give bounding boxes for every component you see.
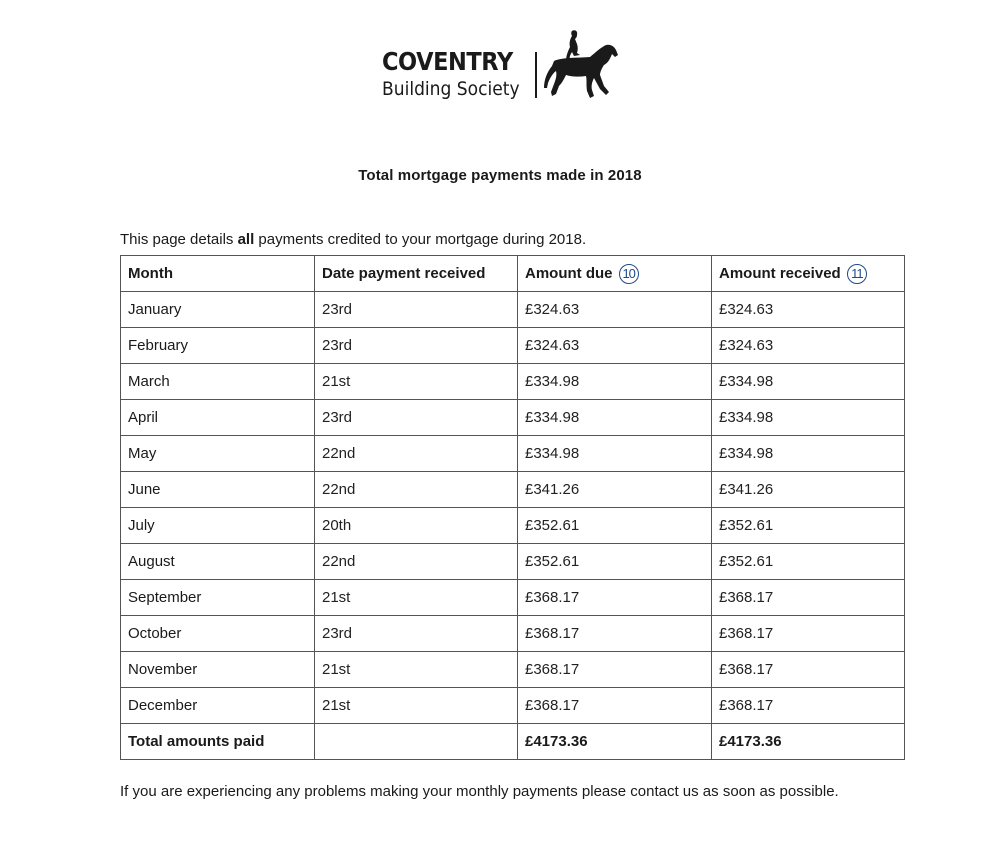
horse-rider-icon (542, 28, 620, 100)
cell-amount-due: £334.98 (518, 436, 712, 472)
cell-month: July (121, 508, 315, 544)
cell-amount-received: £334.98 (712, 364, 905, 400)
cell-amount-received: £368.17 (712, 616, 905, 652)
cell-month: October (121, 616, 315, 652)
cell-amount-due: £334.98 (518, 400, 712, 436)
cell-amount-due: £341.26 (518, 472, 712, 508)
logo-divider (535, 52, 537, 98)
note-11-badge: 11 (847, 264, 867, 284)
cell-amount-due: £352.61 (518, 508, 712, 544)
table-row (121, 436, 905, 472)
cell-amount-received: £368.17 (712, 580, 905, 616)
total-row (121, 724, 905, 760)
header-amount-received (712, 256, 905, 292)
table-row (121, 580, 905, 616)
header-month: Month (121, 256, 315, 292)
cell-month: September (121, 580, 315, 616)
cell-date: 21st (315, 364, 518, 400)
cell-month: April (121, 400, 315, 436)
cell-amount-due: £334.98 (518, 364, 712, 400)
cell-month: January (121, 292, 315, 328)
payments-table (120, 255, 905, 760)
intro-after: payments credited to your mortgage during 2018. (254, 231, 587, 248)
cell-amount-due: £352.61 (518, 544, 712, 580)
intro-before: This page details (120, 231, 238, 248)
cell-amount-received: £352.61 (712, 508, 905, 544)
cell-month: February (121, 328, 315, 364)
cell-date: 23rd (315, 400, 518, 436)
cell-month: August (121, 544, 315, 580)
cell-amount-received: £334.98 (712, 436, 905, 472)
table-header-row (121, 256, 905, 292)
cell-date: 23rd (315, 328, 518, 364)
cell-date: 20th (315, 508, 518, 544)
cell-amount-received: £324.63 (712, 292, 905, 328)
cell-date: 23rd (315, 292, 518, 328)
cell-amount-due: £324.63 (518, 292, 712, 328)
table-row (121, 544, 905, 580)
header-date: Date payment received (315, 256, 518, 292)
logo-name: COVENTRY (382, 47, 513, 76)
cell-amount-received: £341.26 (712, 472, 905, 508)
coventry-logo (382, 28, 622, 102)
total-due: £4173.36 (518, 724, 712, 760)
cell-date: 21st (315, 652, 518, 688)
header-amount-received-label: Amount received (719, 264, 841, 282)
header-amount-due (518, 256, 712, 292)
note-10-badge: 10 (619, 264, 639, 284)
cell-amount-due: £324.63 (518, 328, 712, 364)
cell-amount-received: £368.17 (712, 688, 905, 724)
cell-date: 22nd (315, 472, 518, 508)
cell-amount-due: £368.17 (518, 652, 712, 688)
cell-date: 21st (315, 688, 518, 724)
total-received: £4173.36 (712, 724, 905, 760)
table-row (121, 616, 905, 652)
table-row (121, 652, 905, 688)
table-row (121, 508, 905, 544)
intro-text (120, 231, 586, 248)
cell-amount-received: £368.17 (712, 652, 905, 688)
footer-note: If you are experiencing any problems making your monthly payments please contact us as soon as possible. (120, 783, 839, 800)
header-amount-due-label: Amount due (525, 264, 613, 282)
cell-amount-received: £334.98 (712, 400, 905, 436)
cell-amount-due: £368.17 (518, 688, 712, 724)
total-date (315, 724, 518, 760)
page-title: Total mortgage payments made in 2018 (358, 167, 642, 184)
cell-month: December (121, 688, 315, 724)
total-label: Total amounts paid (121, 724, 315, 760)
cell-amount-due: £368.17 (518, 616, 712, 652)
cell-amount-received: £352.61 (712, 544, 905, 580)
cell-date: 21st (315, 580, 518, 616)
table-row (121, 472, 905, 508)
table-row (121, 688, 905, 724)
cell-month: June (121, 472, 315, 508)
table-row (121, 292, 905, 328)
table-body (121, 292, 905, 724)
logo-text (382, 48, 535, 100)
cell-date: 22nd (315, 544, 518, 580)
intro-emphasis: all (237, 231, 255, 248)
cell-date: 23rd (315, 616, 518, 652)
cell-month: May (121, 436, 315, 472)
table-row (121, 328, 905, 364)
cell-amount-due: £368.17 (518, 580, 712, 616)
cell-amount-received: £324.63 (712, 328, 905, 364)
table-row (121, 400, 905, 436)
cell-month: March (121, 364, 315, 400)
cell-month: November (121, 652, 315, 688)
table-row (121, 364, 905, 400)
cell-date: 22nd (315, 436, 518, 472)
logo-subtitle: Building Society (382, 78, 520, 100)
